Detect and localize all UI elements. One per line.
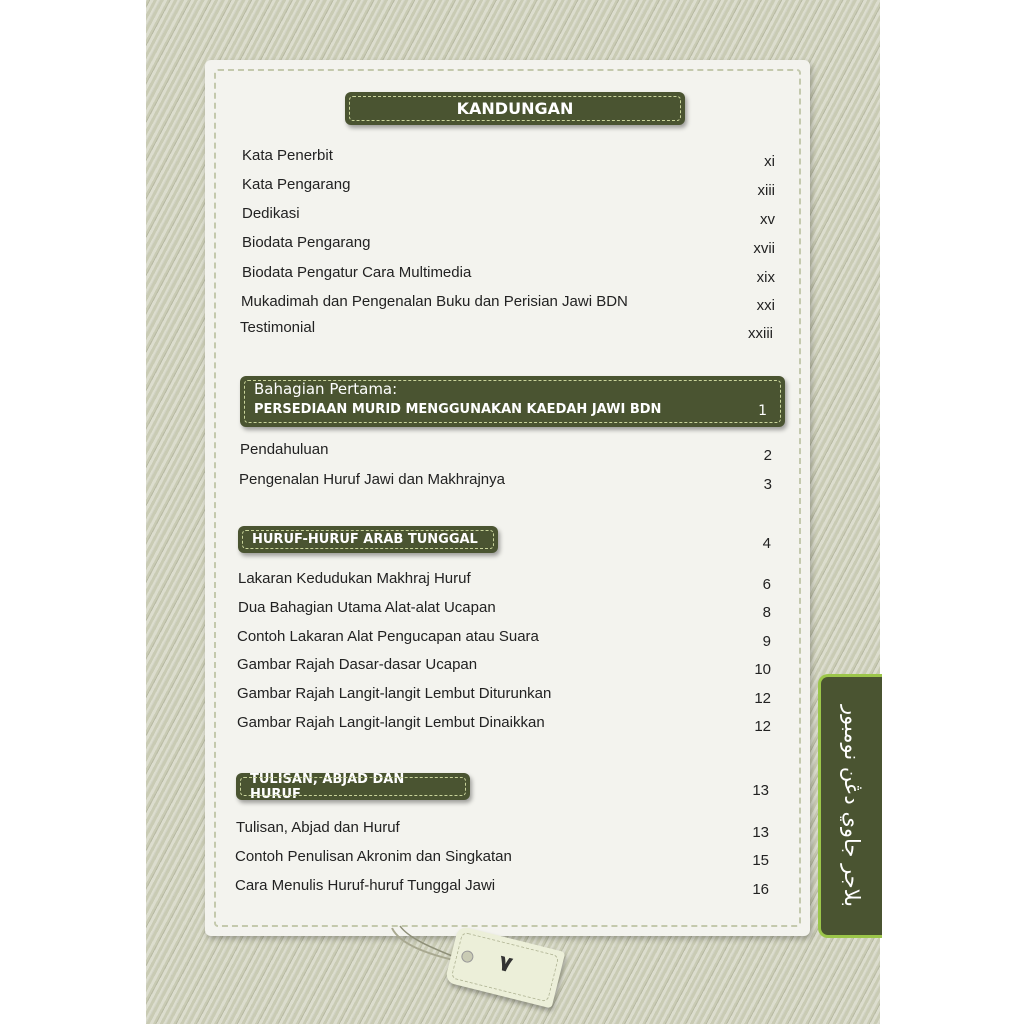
section-prefix: Bahagian Pertama: <box>254 380 398 398</box>
tag-hole <box>460 949 475 964</box>
toc-page-number: xvii <box>753 240 775 257</box>
toc-page-number: xv <box>760 211 775 228</box>
section-header-persediaan[interactable] <box>240 376 785 427</box>
toc-entry[interactable]: Lakaran Kedudukan Makhraj Huruf <box>238 570 471 587</box>
section-header-huruf-arab[interactable]: HURUF-HURUF ARAB TUNGGAL <box>238 526 498 553</box>
toc-page-number: xxi <box>756 297 775 314</box>
toc-page-number: 12 <box>754 690 771 707</box>
toc-entry[interactable]: Cara Menulis Huruf-huruf Tunggal Jawi <box>235 877 496 894</box>
toc-entry[interactable]: Biodata Pengarang <box>242 234 371 251</box>
section-page-number: 1 <box>758 403 767 419</box>
toc-page-number: 13 <box>752 824 769 841</box>
toc-page-number: 8 <box>762 604 771 621</box>
toc-entry[interactable]: Gambar Rajah Langit-langit Lembut Dinaikkan <box>237 714 545 731</box>
page-number: ٧ <box>495 950 515 979</box>
toc-page-number: xxiii <box>748 325 773 342</box>
toc-entry[interactable]: Gambar Rajah Dasar-dasar Ucapan <box>237 656 478 673</box>
page-title: KANDUNGAN <box>345 92 685 125</box>
chapter-side-tab[interactable] <box>818 674 882 938</box>
section-page-number: 4 <box>762 535 771 552</box>
toc-entry[interactable]: Pendahuluan <box>240 441 329 458</box>
toc-page-number: 2 <box>763 447 772 464</box>
toc-page-number: xiii <box>757 182 775 199</box>
section-title: PERSEDIAAN MURID MENGGUNAKAN KAEDAH JAWI BDN <box>254 402 662 417</box>
toc-page-number: 3 <box>763 476 772 493</box>
toc-entry[interactable]: Kata Penerbit <box>242 147 333 164</box>
toc-entry[interactable]: Contoh Penulisan Akronim dan Singkatan <box>235 848 512 865</box>
toc-page-number: xix <box>756 269 775 286</box>
section-header-tulisan[interactable]: TULISAN, ABJAD DAN HURUF <box>236 773 470 800</box>
toc-page-number: 16 <box>752 881 769 898</box>
toc-page-number: 9 <box>762 633 771 650</box>
side-tab-label: بلاجر جاوي دڠن نومبور <box>839 704 864 908</box>
toc-entry[interactable]: Pengenalan Huruf Jawi dan Makhrajnya <box>239 471 505 488</box>
toc-entry[interactable]: Dedikasi <box>242 205 300 222</box>
toc-entry[interactable]: Gambar Rajah Langit-langit Lembut Diturunkan <box>237 685 552 702</box>
toc-entry[interactable]: Tulisan, Abjad dan Huruf <box>236 819 400 836</box>
toc-page-number: 10 <box>754 661 771 678</box>
toc-entry[interactable]: Contoh Lakaran Alat Pengucapan atau Suara <box>237 628 539 645</box>
toc-page-number: 6 <box>762 576 771 593</box>
toc-entry[interactable]: Testimonial <box>240 319 316 336</box>
toc-entry[interactable]: Dua Bahagian Utama Alat-alat Ucapan <box>238 599 496 616</box>
toc-entry[interactable]: Biodata Pengatur Cara Multimedia <box>242 264 472 281</box>
section-page-number: 13 <box>752 782 769 799</box>
toc-entry[interactable]: Mukadimah dan Pengenalan Buku dan Perisian Jawi BDN <box>241 293 628 310</box>
toc-page-number: 15 <box>752 852 769 869</box>
toc-entry[interactable]: Kata Pengarang <box>242 176 351 193</box>
toc-page-number: 12 <box>754 718 771 735</box>
toc-page-number: xi <box>764 153 775 170</box>
